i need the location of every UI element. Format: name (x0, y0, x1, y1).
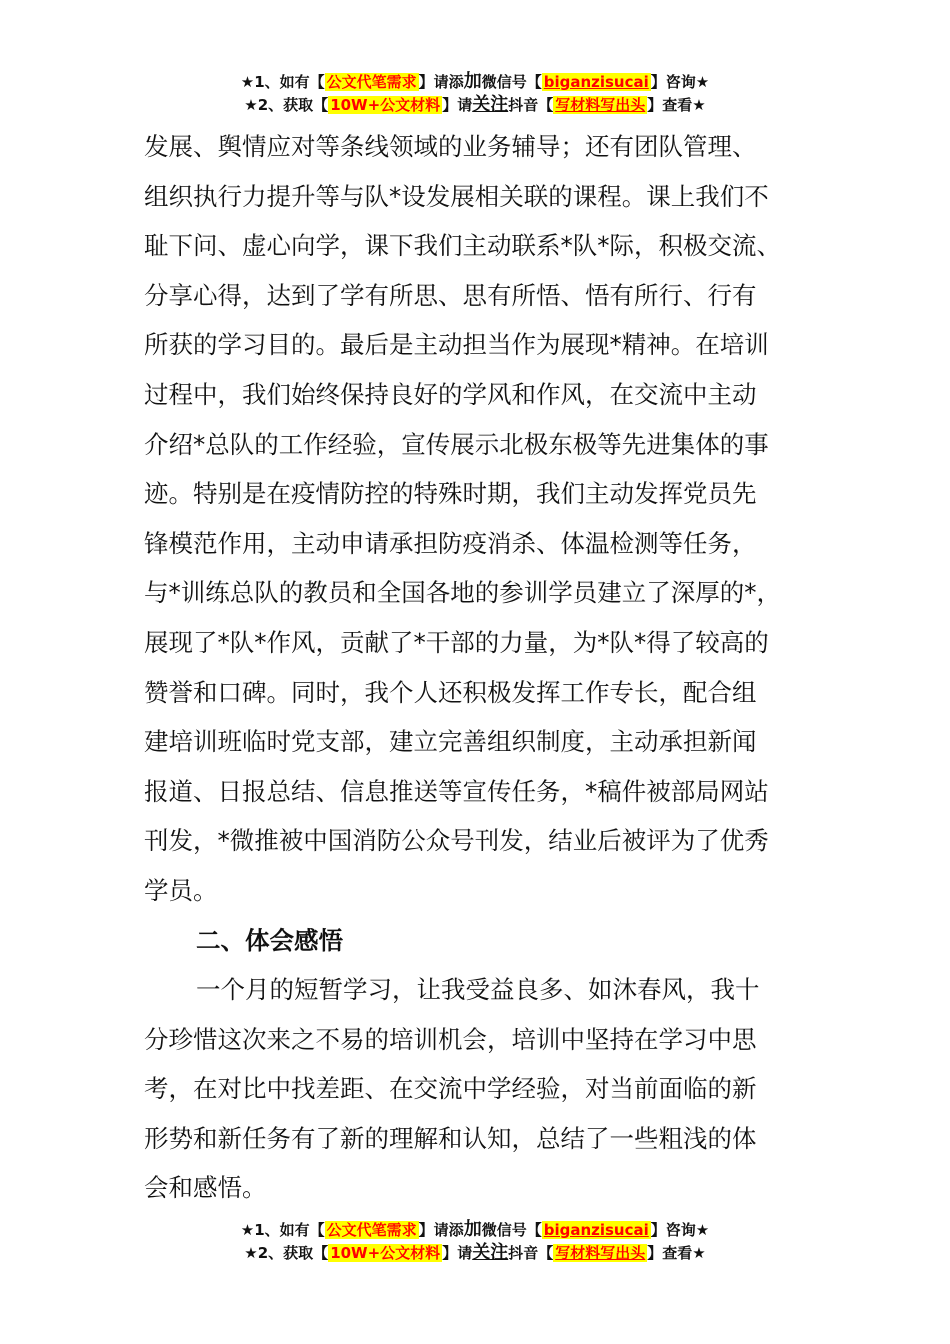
promo-text: 】请添 (418, 1221, 464, 1239)
text-line: 报道、日报总结、信息推送等宣传任务，*稿件被部局网站 (144, 776, 769, 806)
text-line: 锋模范作用，主动申请承担防疫消杀、体温检测等任务， (144, 528, 757, 558)
promo-text: ★2、获取【 (244, 1244, 329, 1262)
promo-highlight: 公文代笔需求 (326, 73, 417, 91)
promo-text: 抖音【 (508, 1244, 554, 1262)
promo-text: 】咨询★ (650, 73, 710, 91)
text-line: 组织执行力提升等与队*设发展相关联的课程。课上我们不 (144, 181, 769, 211)
promo-emphasis: 加 (463, 1219, 482, 1240)
promo-text: 】查看★ (647, 96, 706, 114)
promo-highlight: 10W+公文材料 (330, 96, 441, 114)
promo-text: 】请 (442, 1244, 473, 1262)
promo-wechat-id: biganzisucai (543, 73, 649, 91)
text-line: 考，在对比中找差距、在交流中学经验，对当前面临的新 (144, 1074, 757, 1104)
promo-text: 】请 (442, 96, 473, 114)
text-line: 介绍*总队的工作经验，宣传展示北极东极等先进集体的事 (144, 429, 769, 459)
top-promo-banner (0, 70, 950, 116)
promo-text: 】请添 (418, 73, 464, 91)
promo-text: 】咨询★ (650, 1221, 710, 1239)
promo-text: 微信号【 (481, 1221, 542, 1239)
section-heading: 二、体会感悟 (196, 925, 343, 955)
text-line: 迹。特别是在疫情防控的特殊时期，我们主动发挥党员先 (144, 479, 757, 509)
promo-line-2 (0, 93, 950, 116)
text-line: 会和感悟。 (144, 1173, 267, 1203)
text-line: 发展、舆情应对等条线领域的业务辅导；还有团队管理、 (144, 132, 757, 161)
text-line: 刊发，*微推被中国消防公众号刊发，结业后被评为了优秀 (144, 826, 769, 856)
promo-highlight: 公文代笔需求 (326, 1221, 417, 1239)
promo-highlight: 10W+公文材料 (330, 1244, 441, 1262)
paragraph (144, 122, 834, 916)
text-line: 分珍惜这次来之不易的培训机会，培训中坚持在学习中思 (144, 1024, 757, 1054)
text-line: 一个月的短暂学习，让我受益良多、如沐春风，我十 (196, 975, 760, 1005)
text-line: 分享心得，达到了学有所思、思有所悟、悟有所行、行有 (144, 280, 757, 310)
text-line: 与*训练总队的教员和全国各地的参训学员建立了深厚的*， (144, 578, 781, 608)
text-line: 学员。 (144, 875, 218, 905)
promo-text: ★1、如有【 (240, 1221, 325, 1239)
paragraph (144, 965, 834, 1213)
promo-text: 】查看★ (647, 1244, 706, 1262)
promo-douyin-id: 写材料写出头 (555, 96, 646, 114)
promo-line-2 (0, 1241, 950, 1264)
text-line: 过程中，我们始终保持良好的学风和作风，在交流中主动 (144, 379, 757, 409)
text-line: 赞誉和口碑。同时，我个人还积极发挥工作专长，配合组 (144, 677, 757, 707)
promo-line-1 (0, 70, 950, 93)
promo-text: ★2、获取【 (244, 96, 329, 114)
document-body (144, 122, 834, 1213)
text-line: 耻下问、虚心向学，课下我们主动联系*队*际，积极交流、 (144, 231, 781, 261)
text-line: 形势和新任务有了新的理解和认知，总结了一些粗浅的体 (144, 1123, 757, 1153)
promo-wechat-id: biganzisucai (543, 1221, 649, 1239)
promo-emphasis: 加 (463, 71, 482, 92)
text-line: 所获的学习目的。最后是主动担当作为展现*精神。在培训 (144, 330, 769, 360)
text-line: 建培训班临时党支部，建立完善组织制度，主动承担新闻 (144, 727, 757, 757)
promo-line-1 (0, 1218, 950, 1241)
promo-douyin-id: 写材料写出头 (555, 1244, 646, 1262)
promo-emphasis: 关注 (472, 94, 509, 115)
promo-emphasis: 关注 (472, 1242, 509, 1263)
promo-text: 微信号【 (481, 73, 542, 91)
promo-text: 抖音【 (508, 96, 554, 114)
text-line: 展现了*队*作风，贡献了*干部的力量，为*队*得了较高的 (144, 627, 769, 657)
bottom-promo-banner (0, 1218, 950, 1264)
promo-text: ★1、如有【 (240, 73, 325, 91)
